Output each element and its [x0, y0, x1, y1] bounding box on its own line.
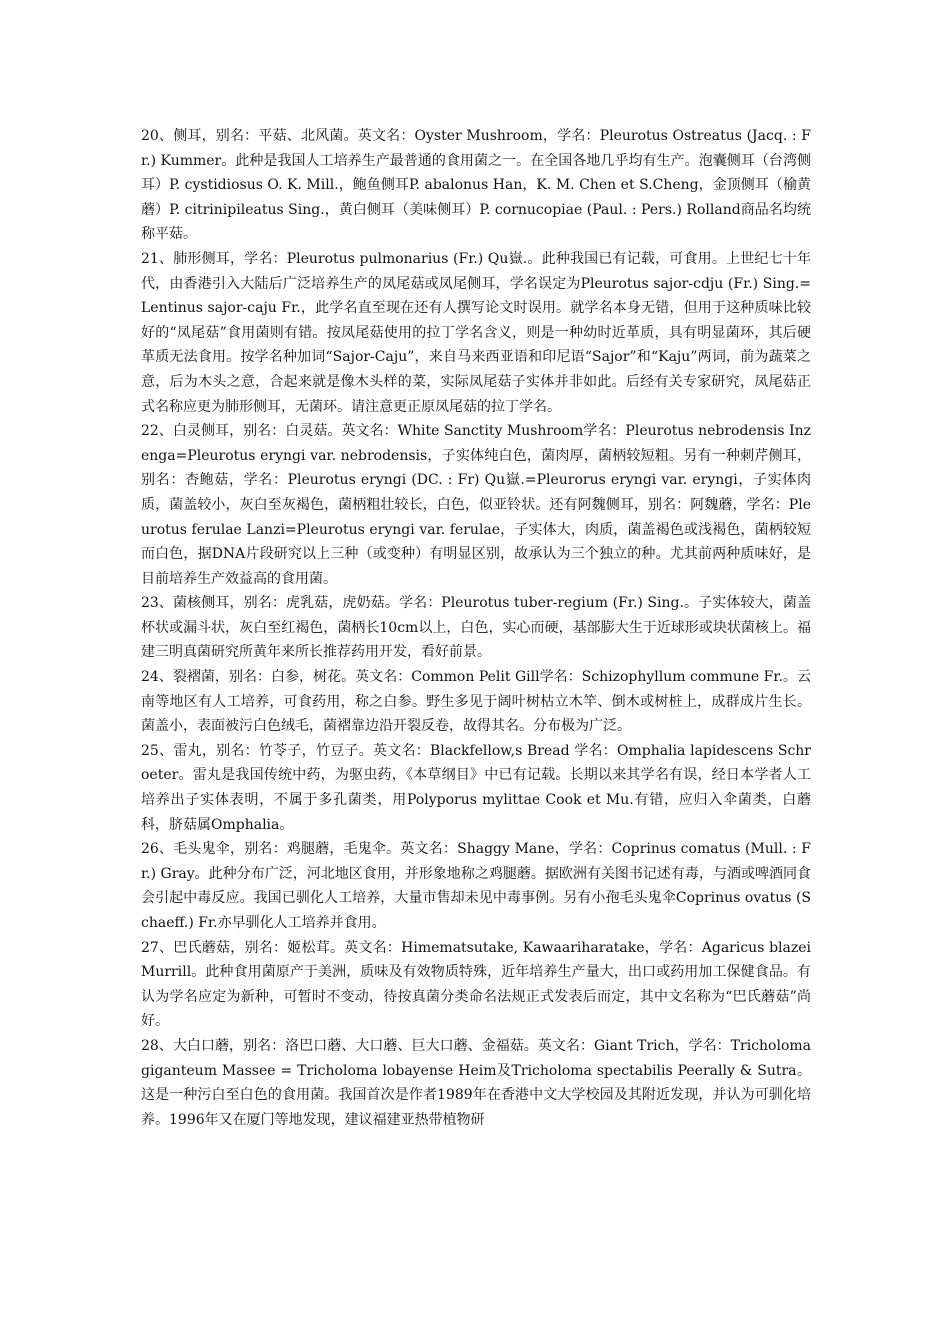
document-body [141, 124, 811, 1132]
paragraph-24-schizophyllum-commune: 24、裂褶菌，别名：白参，树花。英文名：Common Pelit Gill学名：Schizophyllum commune Fr.。云南等地区有人工培养，可食药用，称之白参。野生多见于阔叶树枯立木竿、倒木或树桩上，成群成片生长。菌盖小，表面被污白色绒毛，菌褶靠边沿开裂反卷，故得其名。分布极为广泛。 [141, 669, 811, 735]
paragraph-23-pleurotus-tuber-regium: 23、菌核侧耳，别名：虎乳菇，虎奶菇。学名：Pleurotus tuber-regium (Fr.) Sing.。子实体较大，菌盖杯状或漏斗状，灰白至红褐色，菌柄长10cm以上，白色，实心而硬，基部膨大生于近球形或块状菌核上。福建三明真菌研究所黄年来所长推荐药用开发，看好前景。 [141, 595, 811, 661]
paragraph-27-agaricus-blazei: 27、巴氏蘑菇，别名：姬松茸。英文名：Himematsutake, Kawaariharatake，学名：Agaricus blazei Murrill。此种食用菌原产于美洲，质味及有效物质特殊，近年培养生产量大，出口或药用加工保健食品。有认为学名应定为新种，可暂时不变动，待按真菌分类命名法规正式发表后而定，其中文名称为“巴氏蘑菇”尚好。 [141, 939, 811, 1030]
paragraph-28-tricholoma-giganteum: 28、大白口蘑，别名：洛巴口蘑、大口蘑、巨大口蘑、金福菇。英文名：Giant Trich，学名：Tricholoma giganteum Massee = Tricholoma lobayense Heim及Tricholoma spectabilis Peerally & Sutra。这是一种污白至白色的食用菌。我国首次是作者1989年在香港中文大学校园及其附近发现，并认为可驯化培养。1996年又在厦门等地发现，建议福建亚热带植物研 [141, 1037, 811, 1128]
paragraph-20-pleurotus-ostreatus: 20、侧耳，别名：平菇、北风菌。英文名：Oyster Mushroom，学名：Pleurotus Ostreatus (Jacq. : Fr.) Kummer。此种是我国人工培养生产最普通的食用菌之一。在全国各地几乎均有生产。泡囊侧耳（台湾侧耳）P. cystidiosus O. K. Mill.，鲍鱼侧耳P. abalonus Han，K. M. Chen et S.Cheng，金顶侧耳（榆黄蘑）P. citrinipileatus Sing.，黄白侧耳（美味侧耳）P. cornucopiae (Paul. : Pers.) Rolland商品名均统称平菇。 [141, 128, 811, 243]
paragraph-21-pleurotus-pulmonarius: 21、肺形侧耳，学名：Pleurotus pulmonarius (Fr.) Qu嶽.。此种我国已有记载，可食用。上世纪七十年代，由香港引入大陆后广泛培养生产的凤尾菇或凤尾侧耳，学名误定为Pleurotus sajor-cdju (Fr.) Sing.=Lentinus sajor-caju Fr.，此学名直至现在还有人撰写论文时误用。就学名本身无错，但用于这种质味比较好的“凤尾菇”食用菌则有错。按凤尾菇使用的拉丁学名含义，则是一种幼时近革质，具有明显菌环，其后硬革质无法食用。按学名种加词“Sajor-Caju”，来自马来西亚语和印尼语“Sajor”和“Kaju”两词，前为蔬菜之意，后为木头之意，合起来就是像木头样的菜，实际凤尾菇子实体并非如此。后经有关专家研究，凤尾菇正式名称应更为肺形侧耳，无菌环。请注意更正原凤尾菇的拉丁学名。 [141, 250, 811, 415]
paragraph-25-omphalia-lapidescens: 25、雷丸，别名：竹苓子，竹豆子。英文名：Blackfellow,s Bread 学名：Omphalia lapidescens Schroeter。雷丸是我国传统中药，为驱虫药，《本草纲目》中已有记载。长期以来其学名有误，经日本学者人工培养出子实体表明，不属于多孔菌类，用Polyporus mylittae Cook et Mu.有错，应归入伞菌类，白蘑科，脐菇属Omphalia。 [141, 742, 811, 833]
paragraph-22-pleurotus-nebrodensis: 22、白灵侧耳，别名：白灵菇。英文名：White Sanctity Mushroom学名：Pleurotus nebrodensis Inzenga=Pleurotus eryngi var. nebrodensis，子实体纯白色，菌肉厚，菌柄较短粗。另有一种刺芹侧耳，别名：杏鲍菇，学名：Pleurotus eryngi (DC. : Fr) Qu嶽.=Pleurorus eryngi var. eryngi，子实体肉质，菌盖较小，灰白至灰褐色，菌柄粗壮较长，白色，似亚铃状。还有阿魏侧耳，别名：阿魏蘑，学名：Pleurotus ferulae Lanzi=Pleurotus eryngi var. ferulae，子实体大，肉质，菌盖褐色或浅褐色，菌柄较短而白色，据DNA片段研究以上三种（或变种）有明显区别，故承认为三个独立的种。尤其前两种质味好，是目前培养生产效益高的食用菌。 [141, 423, 811, 587]
paragraph-26-coprinus-comatus: 26、毛头鬼伞，别名：鸡腿蘑，毛鬼伞。英文名：Shaggy Mane，学名：Coprinus comatus (Mull. : Fr.) Gray。此种分布广泛，河北地区食用，并形象地称之鸡腿蘑。据欧洲有关图书记述有毒，与酒或啤酒同食会引起中毒反应。我国已驯化人工培养，大量市售却未见中毒事例。另有小孢毛头鬼伞Coprinus ovatus (Schaeff.) Fr.亦早驯化人工培养并食用。 [141, 841, 811, 931]
